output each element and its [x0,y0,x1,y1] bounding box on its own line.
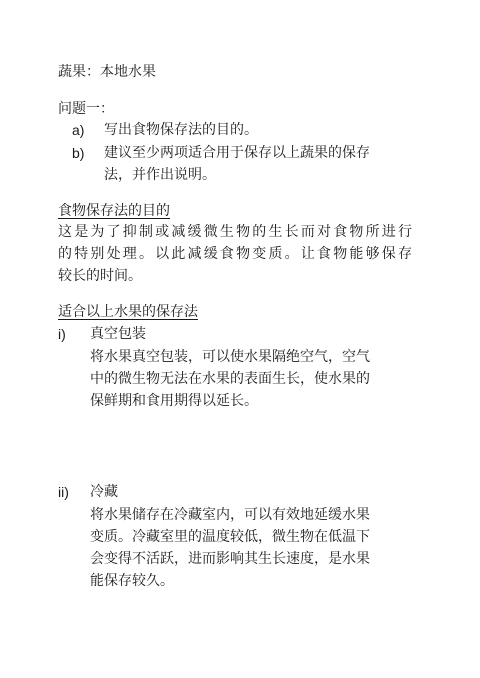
method-vacuum-line-3: 保鲜期和食用期得以延长。 [90,393,258,409]
method-refrigeration-line-3: 会变得不活跃，进而影响其生长速度，是水果 [90,551,370,567]
question-marker-a: a) [72,122,85,138]
method-vacuum-line-2: 中的微生物无法在水果的表面生长，使水果的 [90,371,370,387]
method-refrigeration-line-2: 变质。冷藏室里的温度较低，微生物在低温下 [90,529,370,545]
document-title: 蔬果：本地水果 [58,64,156,80]
question-heading: 问题一： [58,101,114,117]
purpose-heading: 食物保存法的目的 [58,203,170,219]
purpose-line-1: 这是为了抑制或减缓微生物的生长而对食物所进行 [58,224,412,240]
methods-heading: 适合以上水果的保存法 [58,304,198,320]
question-item-a: 写出食物保存法的目的。 [104,122,258,138]
method-refrigeration-line-4: 能保存较久。 [90,573,174,589]
method-vacuum-line-1: 将水果真空包装，可以使水果隔绝空气，空气 [90,349,370,365]
method-title-vacuum: 真空包装 [90,326,146,342]
question-item-b-line-2: 法，并作出说明。 [104,167,216,183]
method-refrigeration-line-1: 将水果储存在冷藏室内，可以有效地延缓水果 [90,507,370,523]
purpose-line-2: 的特别处理。以此减缓食物变质。让食物能够保存 [58,246,412,262]
method-title-refrigeration: 冷藏 [90,484,118,500]
purpose-line-3: 较长的时间。 [58,268,142,284]
method-marker-i: i) [58,326,66,342]
question-marker-b: b) [72,145,85,161]
question-item-b-line-1: 建议至少两项适合用于保存以上蔬果的保存 [104,145,370,161]
method-marker-ii: ii) [58,484,69,500]
